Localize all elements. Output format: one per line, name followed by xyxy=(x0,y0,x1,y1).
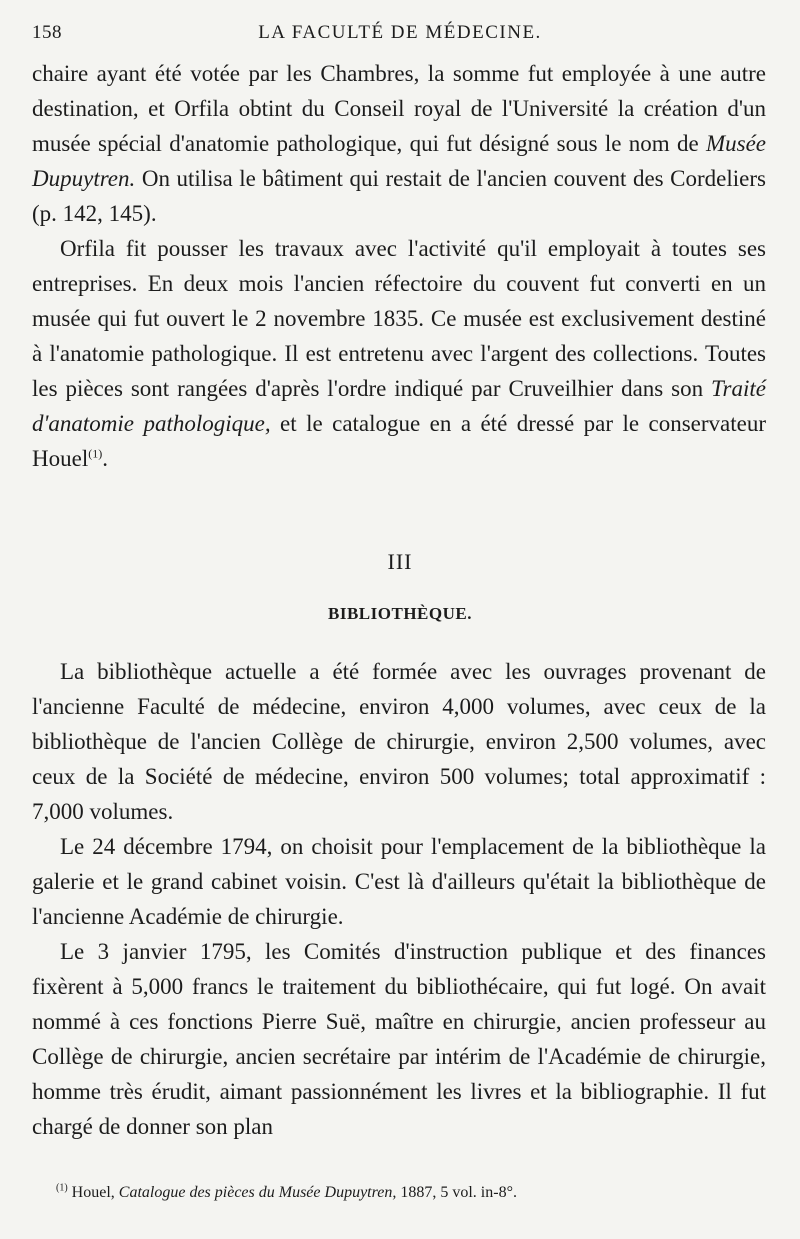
footnote-author: Houel, xyxy=(71,1184,119,1201)
paragraph-musee-dupuytren xyxy=(32,56,766,231)
paragraph-text: et le catalogue en a été dressé par le conservateur Houel xyxy=(32,411,766,471)
footnote-reference: (1) xyxy=(88,446,103,461)
paragraph-text: chaire ayant été votée par les Chambres, la somme fut employée à une autre destination, et Orfila obtint du Conseil royal de l'Université la création d'un musée spécial d'anatomie pathologique, qui fut désigné sous le nom de xyxy=(32,61,766,156)
footnote-details: 1887, 5 vol. in-8°. xyxy=(396,1184,517,1201)
running-title: LA FACULTÉ DE MÉDECINE. xyxy=(258,22,542,43)
footnote-mark: (1) xyxy=(56,1182,68,1194)
paragraph-24-decembre: Le 24 décembre 1794, on choisit pour l'emplacement de la bibliothèque la galerie et le grand cabinet voisin. C'est là d'ailleurs qu'était la bibliothèque de l'ancienne Académie de chirurgie. xyxy=(32,834,766,929)
page-number: 158 xyxy=(32,22,62,43)
section-text-block xyxy=(32,654,766,1144)
paragraph-text: . xyxy=(102,446,108,471)
footnote-title: Catalogue des pièces du Musée Dupuytren, xyxy=(118,1184,397,1201)
paragraph-bibliotheque-actuelle: La bibliothèque actuelle a été formée avec les ouvrages provenant de l'ancienne Faculté de médecine, environ 4,000 volumes, avec ceux de la bibliothèque de l'ancien Collège de chirurgie, environ 2,500 volumes, avec ceux de la Société de médecine, environ 500 volumes; total approximatif : 7,000 volumes. xyxy=(32,659,766,824)
paragraph-text: On utilisa le bâtiment qui restait de l'ancien couvent des Cordeliers (p. 142, 145). xyxy=(32,166,766,226)
footnote xyxy=(56,1182,766,1204)
section-title: BIBLIOTHÈQUE. xyxy=(328,604,472,623)
running-head xyxy=(32,22,768,52)
italic-title: Musée Dupuytren. xyxy=(32,131,766,191)
paragraph-3-janvier: Le 3 janvier 1795, les Comités d'instruction publique et des finances fixèrent à 5,000 francs le traitement du bibliothécaire, qui fut logé. On avait nommé à ces fonctions Pierre Suë, maître en chirurgie, ancien professeur au Collège de chirurgie, ancien secrétaire par intérim de l'Académie de chirurgie, homme très érudit, aimant passionnément les livres et la bibliographie. Il fut chargé de donner son plan xyxy=(32,939,766,1139)
paragraph-orfila xyxy=(32,231,766,476)
italic-title: Traité d'anatomie pathologique, xyxy=(32,376,766,436)
paragraph-text: Orfila fit pousser les travaux avec l'activité qu'il employait à toutes ses entreprises. En deux mois l'ancien réfectoire du couvent fut converti en un musée qui fut ouvert le 2 novembre 1835. Ce musée est exclusivement destiné à l'anatomie pathologique. Il est entretenu avec l'argent des collections. Toutes les pièces sont rangées d'après l'ordre indiqué par Cruveilhier dans son xyxy=(32,236,766,401)
section-number: III xyxy=(387,549,413,574)
top-text-block xyxy=(32,56,766,476)
